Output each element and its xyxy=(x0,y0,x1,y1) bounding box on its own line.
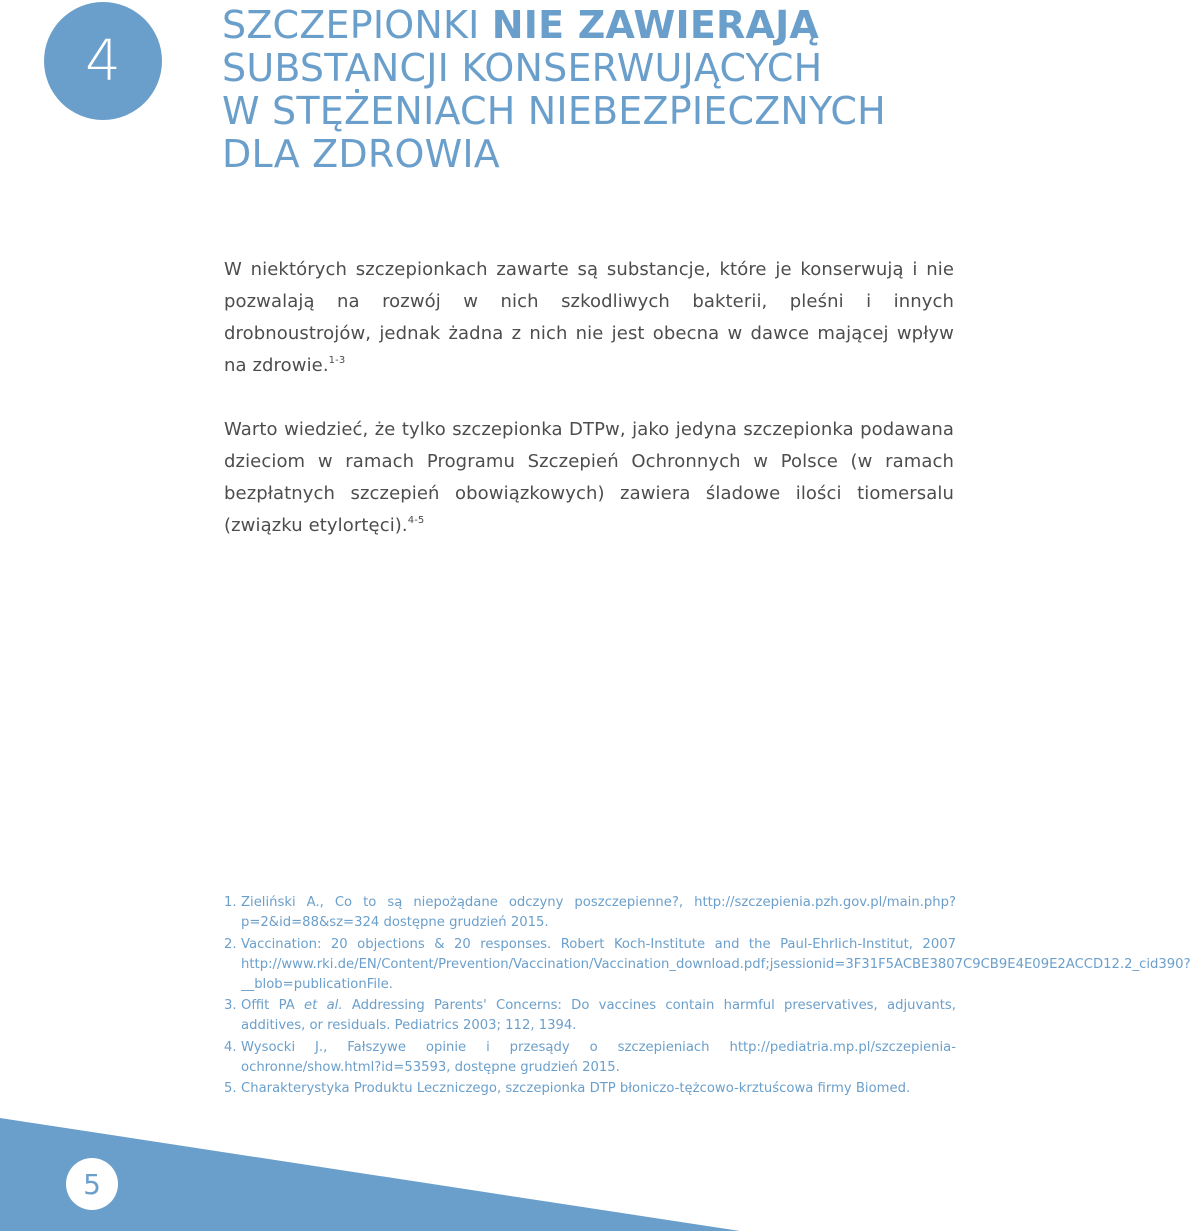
body-paragraph-2-text: Warto wiedzieć, że tylko szczepionka DTPw, jako jedyna szczepionka podawana dzieciom w ramach Programu Szczepień Ochronnych w Polsce (w ramach bezpłatnych szczepień obowiązkowych) zawiera śladowe ilości tiomersalu (związku etylortęci). xyxy=(224,419,954,536)
reference-item xyxy=(224,996,956,1036)
body-paragraph-2-citation: 4-5 xyxy=(407,515,425,526)
page-number-badge xyxy=(66,1158,118,1210)
reference-number: 1. xyxy=(224,895,237,910)
body-paragraph-1 xyxy=(224,254,954,382)
reference-text: Charakterystyka Produktu Leczniczego, szczepionka DTP błoniczo-tężcowo-krztuścowa firmy Biomed. xyxy=(241,1081,911,1096)
reference-text-italic: et al. xyxy=(304,998,343,1013)
reference-text-after: Addressing Parents' Concerns: Do vaccines contain harmful preservatives, adjuvants, additives, or residuals. Pediatrics 2003; 112, 1394. xyxy=(241,998,956,1033)
headline-line-4: DLA ZDROWIA xyxy=(222,132,500,176)
reference-number: 4. xyxy=(224,1039,237,1055)
body-paragraph-1-text: W niektórych szczepionkach zawarte są substancje, które je konserwują i nie pozwalają na rozwój w nich szkodliwych bakterii, pleśni i innych drobnoustrojów, jednak żadna z nich nie jest obecna w dawce mającej wpływ na zdrowie. xyxy=(224,259,954,376)
headline-line-1-bold: NIE ZAWIERAJĄ xyxy=(491,3,820,47)
reference-text: Vaccination: 20 objections & 20 responses. Robert Koch-Institute and the Paul-Ehrlich-Institut, 2007 http://www.rki.de/EN/Content/Prevention/Vaccination/Vaccination_download.pdf;jsessionid=3F31F5ACBE3807C9CB9E4E09E2ACCD12.2_cid390?__blob=publicationFile. xyxy=(241,936,1191,992)
section-number: 4 xyxy=(85,28,121,94)
reference-text-before: Offit PA xyxy=(241,998,305,1013)
reference-number: 3. xyxy=(224,998,237,1013)
reference-text: Zieliński A., Co to są niepożądane odczyny poszczepienne?, http://szczepienia.pzh.gov.pl/main.php?p=2&id=88&sz=324 dostępne grudzień 2015. xyxy=(241,895,956,930)
reference-text: Wysocki J., Fałszywe opinie i przesądy o szczepieniach http://pediatria.mp.pl/szczepieniaochronne/show.html?id=53593, dostępne grudzień 2015. xyxy=(241,1039,956,1075)
reference-number: 2. xyxy=(224,936,237,952)
section-number-badge xyxy=(44,2,162,120)
body-paragraph-1-citation: 1-3 xyxy=(328,355,346,366)
headline-line-1 xyxy=(222,4,942,47)
reference-item xyxy=(224,935,1191,995)
body-paragraph-2 xyxy=(224,414,954,542)
references-list xyxy=(224,893,1191,1101)
headline-line-3: W STĘŻENIACH NIEBEZPIECZNYCH xyxy=(222,89,886,133)
reference-item xyxy=(224,1079,956,1099)
page-number: 5 xyxy=(83,1167,101,1201)
reference-item xyxy=(224,1038,956,1078)
reference-number: 5. xyxy=(224,1081,237,1096)
headline-line-2: SUBSTANCJI KONSERWUJĄCYCH xyxy=(222,46,823,90)
headline-line-1-regular: SZCZEPIONKI xyxy=(222,3,492,47)
page-headline xyxy=(222,4,942,176)
reference-item xyxy=(224,893,956,933)
